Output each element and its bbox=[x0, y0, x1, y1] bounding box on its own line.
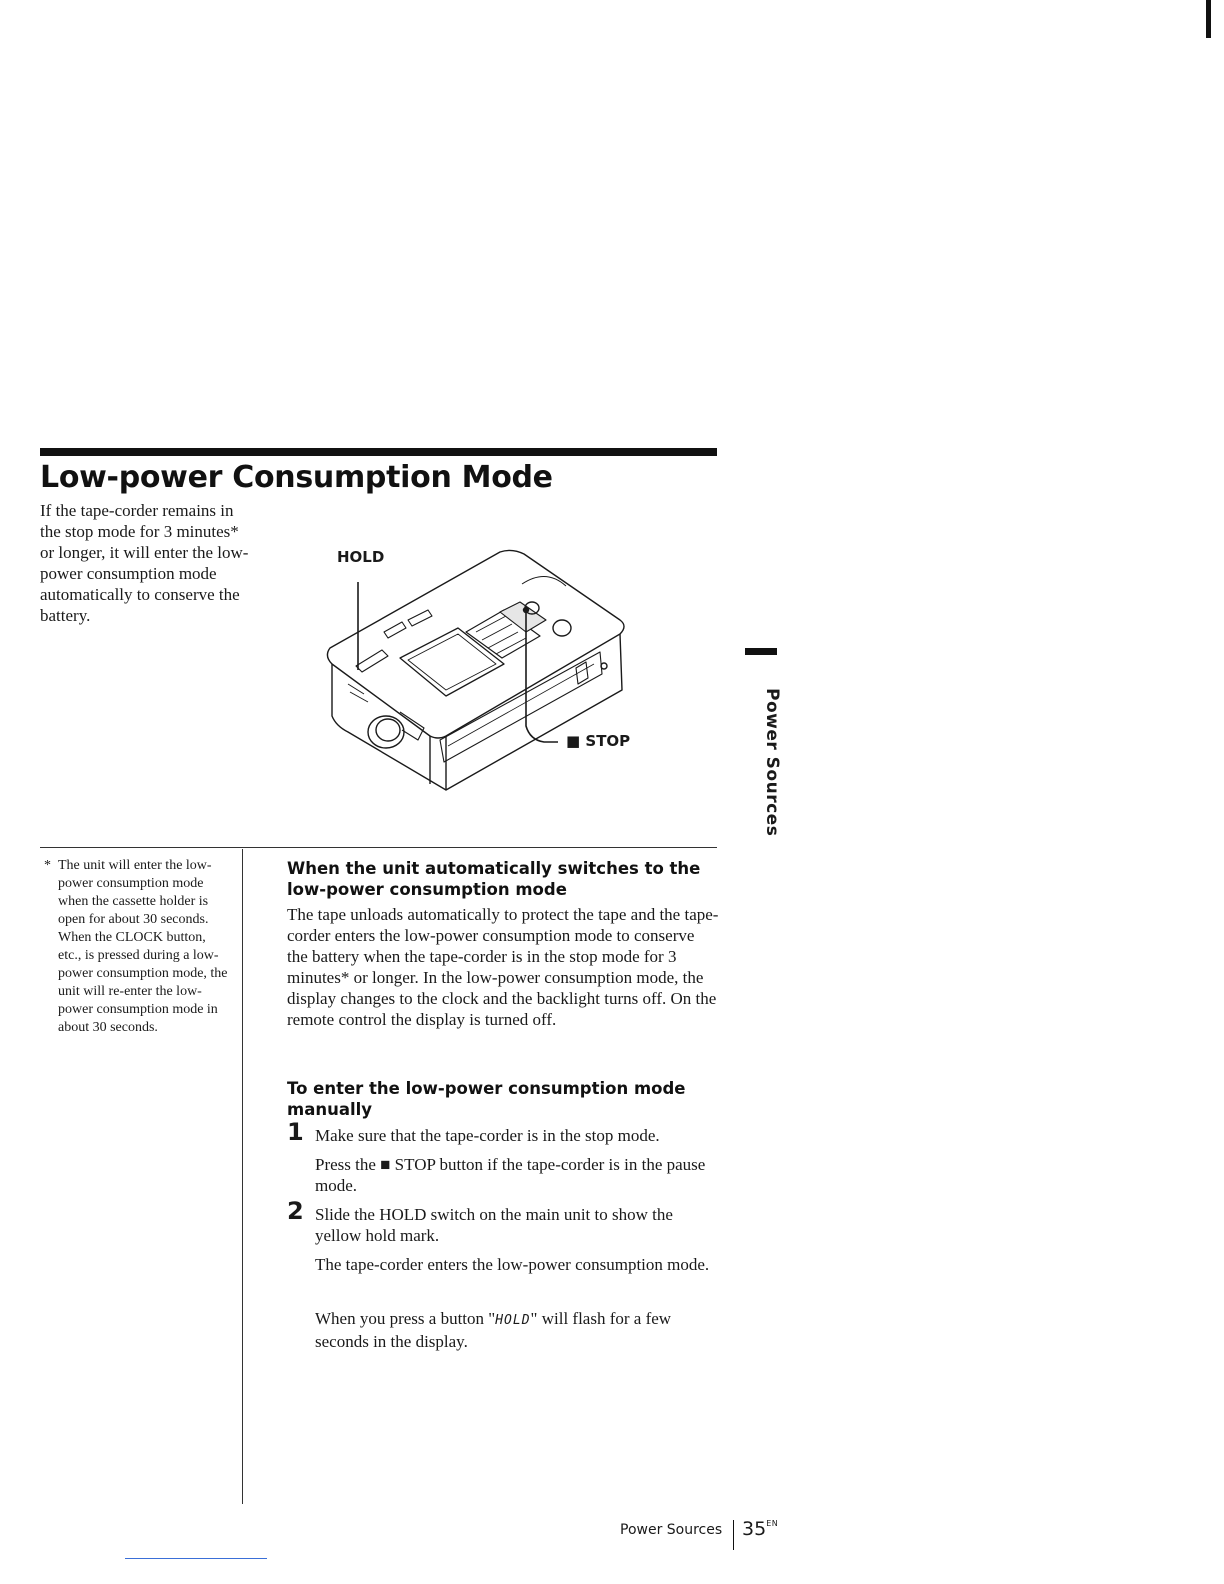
step-note-text: " will flash for a few seconds in the display. bbox=[315, 1309, 672, 1351]
step-number: 2 bbox=[287, 1197, 304, 1225]
section-side-label: Power Sources bbox=[762, 688, 782, 837]
step-note: The tape-corder enters the low-power consumption mode. bbox=[315, 1255, 710, 1274]
auto-switch-body: The tape unloads automatically to protect the tape and the tape-corder enters the low-power consumption mode to conserve the battery when the tape-corder is in the stop mode for 3 minutes* or longer. In the low-power consumption mode, the display changes to the clock and the backlight turns off. On the remote control the display is turned off. bbox=[287, 905, 719, 1029]
page-number bbox=[742, 1518, 778, 1540]
lcd-hold-indicator: HOLD bbox=[495, 1313, 531, 1328]
column-divider bbox=[242, 849, 243, 1504]
hold-callout-label: HOLD bbox=[337, 548, 385, 566]
stop-callout-label: ■ STOP bbox=[566, 732, 631, 750]
step-number: 1 bbox=[287, 1118, 304, 1146]
step-note: Press the ■ STOP button if the tape-corder is in the pause mode. bbox=[315, 1155, 706, 1195]
section-tab-marker bbox=[745, 648, 777, 655]
step-text: Make sure that the tape-corder is in the stop mode. bbox=[315, 1126, 660, 1145]
footer-section-name: Power Sources bbox=[620, 1522, 723, 1538]
page-title: Low-power Consumption Mode bbox=[40, 460, 553, 495]
footnote-marker: * bbox=[44, 858, 51, 873]
page-edge-mark bbox=[1206, 0, 1211, 38]
step-text: Slide the HOLD switch on the main unit to show the yellow hold mark. bbox=[315, 1205, 673, 1245]
manual-mode-heading: To enter the low-power consumption mode manually bbox=[287, 1079, 686, 1119]
footnote bbox=[44, 857, 232, 1037]
page-number-value: 35 bbox=[742, 1518, 767, 1540]
section-divider bbox=[40, 847, 717, 848]
page-number-suffix: EN bbox=[766, 1519, 779, 1528]
scan-artifact-line bbox=[125, 1558, 267, 1559]
step-note bbox=[315, 1308, 715, 1352]
footnote-text: The unit will enter the low-power consumption mode when the cassette holder is open for about 30 seconds. When the CLOCK button, etc., is pressed during a low-power consumption mode, the unit will re-enter the low-power consumption mode in about 30 seconds. bbox=[58, 858, 228, 1035]
footer-separator bbox=[733, 1520, 734, 1550]
intro-paragraph: If the tape-corder remains in the stop mode for 3 minutes* or longer, it will enter the low-power consumption mode automatically to conserve the battery. bbox=[40, 501, 249, 625]
title-rule bbox=[40, 448, 717, 456]
step-note-text: When you press a button " bbox=[315, 1309, 496, 1328]
tape-corder-illustration bbox=[290, 540, 690, 800]
auto-switch-heading: When the unit automatically switches to the low-power consumption mode bbox=[287, 859, 701, 899]
